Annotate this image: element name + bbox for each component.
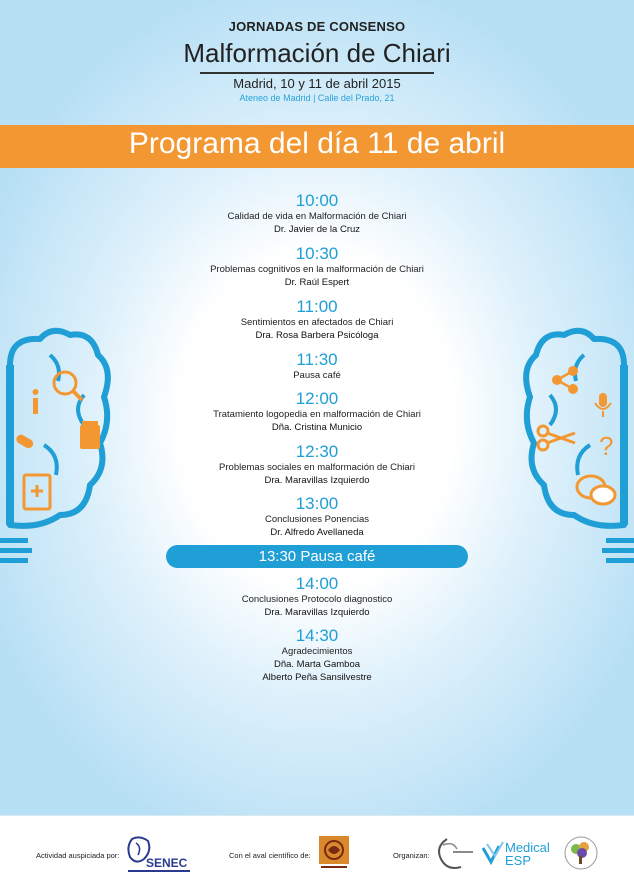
schedule-topic: Problemas sociales en malformación de Chiari — [219, 462, 415, 473]
neurology-society-logo — [317, 834, 351, 872]
schedule-topic: Sentimientos en afectados de Chiari — [240, 317, 394, 328]
schedule-item — [0, 442, 634, 487]
schedule-item — [0, 191, 634, 236]
schedule-speaker: Dra. Maravillas Izquierdo — [264, 607, 370, 618]
schedule-speaker: Dña. Marta Gamboa — [273, 659, 361, 670]
schedule-speaker: Dr. Javier de la Cruz — [273, 224, 361, 235]
schedule-topic: Conclusiones Protocolo diagnostico — [241, 594, 393, 605]
schedule-item — [0, 350, 634, 382]
schedule-item — [0, 389, 634, 434]
break-pill-label: 13:30 Pausa café — [258, 548, 376, 565]
schedule-item — [0, 244, 634, 289]
semergen-logo — [433, 835, 475, 875]
schedule-speaker: Dr. Alfredo Avellaneda — [270, 527, 364, 538]
svg-text:Medical: Medical — [505, 840, 550, 855]
schedule-time: 11:30 — [296, 350, 338, 369]
schedule-time: 14:30 — [295, 626, 339, 645]
schedule-time: 10:00 — [295, 191, 339, 210]
schedule-item — [0, 297, 634, 342]
schedule-time: 12:30 — [295, 442, 339, 461]
event-venue: Ateneo de Madrid | Calle del Prado, 21 — [239, 93, 395, 103]
schedule-topic: Calidad de vida en Malformación de Chiari — [227, 211, 407, 222]
schedule-time: 10:30 — [295, 244, 339, 263]
svg-text:ESP: ESP — [505, 853, 532, 868]
schedule-item — [0, 626, 634, 684]
senec-logo — [126, 835, 192, 875]
schedule-speaker: Dr. Raúl Espert — [284, 277, 350, 288]
medical-esp-logo — [481, 838, 551, 870]
schedule-speaker-2: Alberto Peña Sansilvestre — [262, 672, 372, 683]
schedule-item — [0, 574, 634, 619]
association-tree-logo — [562, 834, 600, 874]
schedule-time: 12:00 — [295, 389, 339, 408]
sponsor-label: Actividad auspiciada por: — [36, 851, 120, 860]
organizers-label: Organizan: — [393, 851, 430, 860]
svg-text:?: ? — [599, 431, 614, 461]
program-banner-title: Programa del día 11 de abril — [128, 127, 506, 160]
endorsement-label: Con el aval científico de: — [229, 851, 311, 860]
schedule-time: 13:00 — [295, 494, 339, 513]
schedule-item — [0, 494, 634, 539]
event-title: Malformación de Chiari — [183, 38, 451, 68]
schedule-topic: Agradecimientos — [281, 646, 353, 657]
schedule-time: 14:00 — [295, 574, 339, 593]
event-dates: Madrid, 10 y 11 de abril 2015 — [233, 76, 401, 91]
schedule-topic: Problemas cognitivos en la malformación de Chiari — [210, 264, 424, 275]
schedule-topic: Conclusiones Ponencias — [264, 514, 370, 525]
schedule-time: 11:00 — [296, 297, 338, 316]
svg-text:SENEC: SENEC — [146, 856, 188, 870]
schedule-speaker: Dña. Cristina Municio — [271, 422, 363, 433]
schedule-speaker: Dra. Maravillas Izquierdo — [264, 475, 370, 486]
schedule-topic: Tratamiento logopedia en malformación de Chiari — [213, 409, 421, 420]
schedule-topic: Pausa café — [293, 370, 341, 381]
event-eyebrow: JORNADAS DE CONSENSO — [228, 19, 406, 34]
schedule-speaker: Dra. Rosa Barbera Psicóloga — [255, 330, 379, 341]
title-divider — [200, 72, 434, 74]
